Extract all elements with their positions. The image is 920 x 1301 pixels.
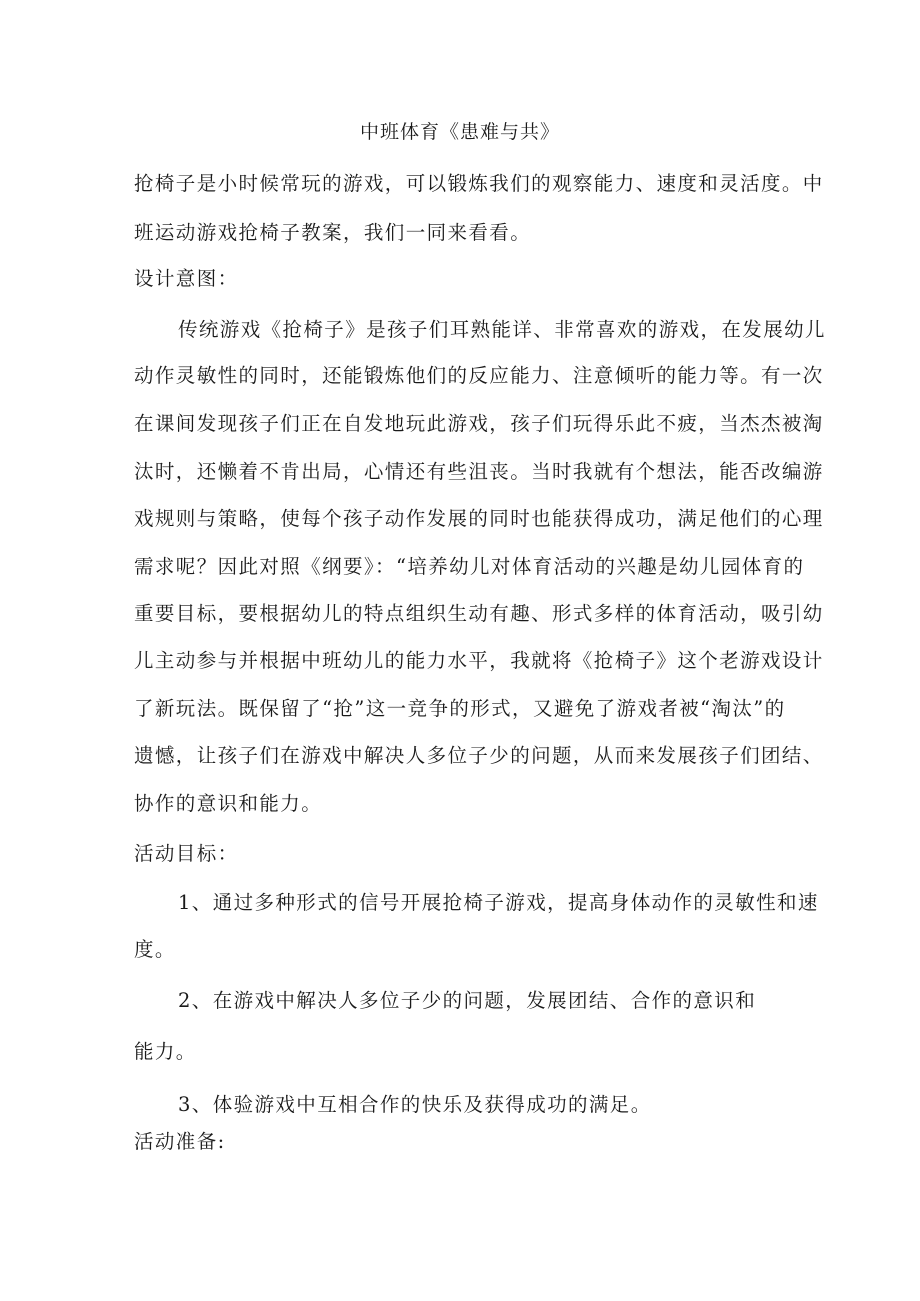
goal-3: 3、体验游戏中互相合作的快乐及获得成功的满足。 — [178, 1093, 652, 1116]
design-line-2: 动作灵敏性的同时，还能锻炼他们的反应能力、注意倾听的能力等。有一次 — [134, 364, 824, 387]
design-line-3: 在课间发现孩子们正在自发地玩此游戏，孩子们玩得乐此不疲，当杰杰被淘 — [134, 412, 824, 435]
design-line-9: 了新玩法。既保留了“抢”这一竞争的形式，又避免了游戏者被“淘汰”的 — [134, 697, 786, 720]
prep-heading: 活动准备: — [134, 1130, 226, 1153]
goal-1-line-2: 度。 — [134, 938, 176, 961]
intro-line-2: 班运动游戏抢椅子教案，我们一同来看看。 — [134, 221, 532, 244]
design-heading: 设计意图： — [134, 267, 239, 290]
design-line-6: 需求呢？因此对照《纲要》：“培养幼儿对体育活动的兴趣是幼儿园体育的 — [134, 555, 805, 578]
goals-heading: 活动目标： — [134, 842, 239, 865]
design-line-1: 传统游戏《抢椅子》是孩子们耳熟能详、非常喜欢的游戏，在发展幼儿 — [178, 318, 826, 341]
document-title: 中班体育《患难与共》 — [359, 121, 560, 143]
goal-2-line-1: 2、在游戏中解决人多位子少的问题，发展团结、合作的意识和 — [178, 989, 757, 1012]
intro-line-1: 抢椅子是小时候常玩的游戏，可以锻炼我们的观察能力、速度和灵活度。中 — [134, 172, 824, 195]
goal-2-line-2: 能力。 — [134, 1040, 197, 1063]
design-line-11: 协作的意识和能力。 — [134, 792, 323, 815]
goal-1-line-1: 1、通过多种形式的信号开展抢椅子游戏，提高身体动作的灵敏性和速 — [178, 891, 819, 914]
design-line-4: 汰时，还懒着不肯出局，心情还有些沮丧。当时我就有个想法，能否改编游 — [134, 460, 824, 483]
design-line-8: 儿主动参与并根据中班幼儿的能力水平，我就将《抢椅子》这个老游戏设计 — [134, 649, 824, 672]
design-line-10: 遗憾，让孩子们在游戏中解决人多位子少的问题，从而来发展孩子们团结、 — [134, 744, 824, 767]
design-line-5: 戏规则与策略，使每个孩子动作发展的同时也能获得成功，满足他们的心理 — [134, 507, 824, 530]
design-line-7: 重要目标，要根据幼儿的特点组织生动有趣、形式多样的体育活动，吸引幼 — [134, 602, 824, 625]
